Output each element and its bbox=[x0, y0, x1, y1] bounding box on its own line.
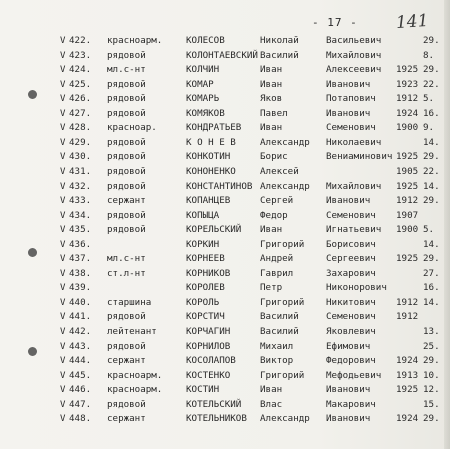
entry-patronymic: Иванович bbox=[326, 195, 371, 207]
entry-date: 22. bbox=[423, 78, 440, 90]
entry-first-name: Петр bbox=[260, 282, 283, 294]
entry-date: 16. bbox=[423, 282, 440, 294]
entry-surname: КОНСТАНТИНОВ bbox=[186, 180, 253, 192]
entry-rank: рядовой bbox=[107, 209, 146, 221]
entry-first-name: Павел bbox=[260, 107, 288, 119]
entry-surname: КОРСТИЧ bbox=[186, 311, 225, 323]
entry-first-name: Иван bbox=[260, 78, 283, 90]
entry-check-mark: V bbox=[60, 94, 66, 105]
entry-surname: КОНКОТИН bbox=[186, 151, 231, 163]
roster-row bbox=[0, 136, 450, 150]
entry-birth-year: 1907 bbox=[396, 209, 419, 221]
entry-first-name: Николай bbox=[260, 35, 299, 46]
entry-birth-year: 1925 bbox=[396, 384, 419, 396]
entry-date: 27. bbox=[423, 267, 440, 279]
entry-check-mark: V bbox=[60, 414, 66, 425]
entry-rank: рядовой bbox=[107, 165, 146, 177]
entry-surname: КОРКИН bbox=[186, 238, 220, 250]
entry-check-mark: V bbox=[60, 370, 66, 381]
roster-row bbox=[0, 252, 450, 266]
entry-surname: КОНОНЕНКО bbox=[186, 165, 236, 177]
entry-number: 447. bbox=[69, 398, 92, 410]
entry-rank: рядовой bbox=[107, 311, 146, 323]
entry-date: 9. bbox=[423, 122, 435, 134]
entry-date: 13. bbox=[423, 326, 440, 337]
entry-check-mark: V bbox=[60, 312, 66, 323]
entry-rank: рядовой bbox=[107, 78, 146, 90]
roster-row bbox=[0, 354, 450, 368]
entry-number: 444. bbox=[69, 355, 92, 367]
roster-row bbox=[0, 34, 450, 48]
entry-number: 430. bbox=[69, 151, 92, 163]
entry-birth-year: 1925 bbox=[396, 64, 419, 76]
entry-first-name: Иван bbox=[260, 224, 283, 236]
entry-date: 14. bbox=[423, 296, 440, 308]
entry-date: 5. bbox=[423, 224, 435, 236]
roster-row bbox=[0, 325, 450, 339]
entry-first-name: Яков bbox=[260, 93, 283, 105]
entry-date: 29. bbox=[423, 355, 440, 367]
entry-birth-year: 1905 bbox=[396, 165, 419, 177]
entry-first-name: Василий bbox=[260, 326, 299, 337]
entry-number: 427. bbox=[69, 107, 92, 119]
entry-rank: старшина bbox=[107, 296, 152, 308]
entry-check-mark: V bbox=[60, 181, 66, 192]
entry-surname: КОМАРЬ bbox=[186, 93, 220, 105]
entry-rank: рядовой bbox=[107, 224, 146, 236]
entry-first-name: Иван bbox=[260, 384, 283, 396]
entry-check-mark: V bbox=[60, 341, 66, 352]
entry-number: 438. bbox=[69, 267, 92, 279]
entry-first-name: Гаврил bbox=[260, 267, 294, 279]
entry-surname: КОПАНЦЕВ bbox=[186, 195, 231, 207]
entry-birth-year: 1912 bbox=[396, 296, 419, 308]
entry-number: 441. bbox=[69, 311, 92, 323]
entry-number: 423. bbox=[69, 49, 92, 61]
entry-rank: сержант bbox=[107, 413, 146, 425]
entry-patronymic: Игнатьевич bbox=[326, 224, 382, 236]
entry-number: 445. bbox=[69, 369, 92, 381]
entry-number: 434. bbox=[69, 209, 92, 221]
entry-date: 29. bbox=[423, 253, 440, 265]
entry-date: 29. bbox=[423, 195, 440, 207]
entry-birth-year: 1923 bbox=[396, 78, 419, 90]
entry-surname: КОСТИН bbox=[186, 384, 220, 396]
entry-date: 29. bbox=[423, 64, 440, 76]
entry-birth-year: 1925 bbox=[396, 151, 419, 163]
entry-surname: КОЛЧИН bbox=[186, 64, 220, 76]
roster-row bbox=[0, 49, 450, 63]
entry-birth-year: 1925 bbox=[396, 180, 419, 192]
entry-check-mark: V bbox=[60, 225, 66, 236]
entry-check-mark: V bbox=[60, 254, 66, 265]
entry-check-mark: V bbox=[60, 36, 66, 46]
entry-rank: красноарм. bbox=[107, 369, 163, 381]
roster-row bbox=[0, 63, 450, 77]
entry-first-name: Борис bbox=[260, 151, 288, 163]
entry-first-name: Василий bbox=[260, 49, 299, 61]
entry-birth-year: 1924 bbox=[396, 413, 419, 425]
entry-date: 8. bbox=[423, 49, 435, 61]
roster-row bbox=[0, 398, 450, 412]
entry-rank: мл.с-нт bbox=[107, 253, 146, 265]
entry-patronymic: Михайлович bbox=[326, 180, 382, 192]
entry-number: 426. bbox=[69, 93, 92, 105]
entry-birth-year: 1925 bbox=[396, 253, 419, 265]
entry-surname: КОРОЛЬ bbox=[186, 296, 220, 308]
entry-number: 429. bbox=[69, 136, 92, 148]
handwritten-page-number: 141 bbox=[395, 10, 430, 34]
entry-patronymic: Вениаминович bbox=[326, 151, 393, 163]
entry-surname: КОМЯКОВ bbox=[186, 107, 225, 119]
entry-check-mark: V bbox=[60, 65, 66, 76]
entry-surname: КОТЕЛЬНИКОВ bbox=[186, 413, 247, 425]
entry-check-mark: V bbox=[60, 210, 66, 221]
entry-number: 424. bbox=[69, 64, 92, 76]
entry-date: 5. bbox=[423, 93, 435, 105]
entry-patronymic: Николаевич bbox=[326, 136, 382, 148]
roster-row bbox=[0, 267, 450, 281]
entry-check-mark: V bbox=[60, 79, 66, 90]
entry-patronymic: Семенович bbox=[326, 209, 376, 221]
entry-check-mark: V bbox=[60, 123, 66, 134]
entry-patronymic: Семенович bbox=[326, 122, 376, 134]
entry-birth-year: 1912 bbox=[396, 311, 419, 323]
entry-rank: рядовой bbox=[107, 398, 146, 410]
entry-rank: рядовой bbox=[107, 107, 146, 119]
entry-patronymic: Сергеевич bbox=[326, 253, 376, 265]
entry-patronymic: Ефимович bbox=[326, 340, 371, 352]
entry-surname: КОЛЕСОВ bbox=[186, 35, 225, 46]
roster-row bbox=[0, 150, 450, 164]
entry-number: 448. bbox=[69, 413, 92, 425]
entry-number: 443. bbox=[69, 340, 92, 352]
entry-date: 10. bbox=[423, 369, 440, 381]
entry-rank: рядовой bbox=[107, 180, 146, 192]
entry-first-name: Иван bbox=[260, 122, 283, 134]
entry-patronymic: Никонорович bbox=[326, 282, 387, 294]
entry-rank: рядовой bbox=[107, 49, 146, 61]
roster-row bbox=[0, 107, 450, 121]
entry-check-mark: V bbox=[60, 327, 66, 337]
entry-surname: КОПЫЦА bbox=[186, 209, 220, 221]
entry-rank: рядовой bbox=[107, 136, 146, 148]
entry-date: 14. bbox=[423, 180, 440, 192]
entry-date: 22. bbox=[423, 165, 440, 177]
entry-rank: красноарм. bbox=[107, 35, 163, 46]
roster-row bbox=[0, 412, 450, 426]
entry-number: 425. bbox=[69, 78, 92, 90]
entry-patronymic: Макарович bbox=[326, 398, 376, 410]
entry-check-mark: V bbox=[60, 283, 66, 294]
entry-check-mark: V bbox=[60, 108, 66, 119]
entry-number: 428. bbox=[69, 122, 92, 134]
entry-patronymic: Захарович bbox=[326, 267, 376, 279]
roster-row bbox=[0, 92, 450, 106]
entry-number: 439. bbox=[69, 282, 92, 294]
entry-date: 12. bbox=[423, 384, 440, 396]
entry-birth-year: 1900 bbox=[396, 224, 419, 236]
entry-surname: КОРНИКОВ bbox=[186, 267, 231, 279]
entry-birth-year: 1912 bbox=[396, 93, 419, 105]
entry-patronymic: Семенович bbox=[326, 311, 376, 323]
entry-surname: КОТЕЛЬСКИЙ bbox=[186, 398, 242, 410]
entry-check-mark: V bbox=[60, 137, 66, 148]
entry-patronymic: Михайлович bbox=[326, 49, 382, 61]
entry-patronymic: Потапович bbox=[326, 93, 376, 105]
roster-row bbox=[0, 194, 450, 208]
entry-rank: мл.с-нт bbox=[107, 64, 146, 76]
entry-rank: сержант bbox=[107, 195, 146, 207]
entry-first-name: Виктор bbox=[260, 355, 294, 367]
entry-date: 29. bbox=[423, 35, 440, 46]
entry-first-name: Иван bbox=[260, 64, 283, 76]
entry-date: 14. bbox=[423, 238, 440, 250]
entry-patronymic: Федорович bbox=[326, 355, 376, 367]
entry-rank: ст.л-нт bbox=[107, 267, 146, 279]
entry-check-mark: V bbox=[60, 385, 66, 396]
entry-surname: КОРЕЛЬСКИЙ bbox=[186, 224, 242, 236]
entry-first-name: Григорий bbox=[260, 296, 305, 308]
entry-surname: КОРОЛЕВ bbox=[186, 282, 225, 294]
entry-date: 29. bbox=[423, 413, 440, 425]
entry-check-mark: V bbox=[60, 239, 66, 250]
entry-rank: красноарм. bbox=[107, 384, 163, 396]
roster-row bbox=[0, 369, 450, 383]
entry-surname: КОСОЛАПОВ bbox=[186, 355, 236, 367]
entry-first-name: Алексей bbox=[260, 165, 299, 177]
entry-surname: КОМАР bbox=[186, 78, 214, 90]
entry-first-name: Федор bbox=[260, 209, 288, 221]
entry-first-name: Григорий bbox=[260, 238, 305, 250]
entry-number: 431. bbox=[69, 165, 92, 177]
entry-date: 15. bbox=[423, 398, 440, 410]
roster-row bbox=[0, 165, 450, 179]
roster-row bbox=[0, 238, 450, 252]
entry-first-name: Андрей bbox=[260, 253, 294, 265]
entry-number: 432. bbox=[69, 180, 92, 192]
entry-first-name: Александр bbox=[260, 180, 310, 192]
entry-surname: К О Н Е В bbox=[186, 136, 236, 148]
entry-date: 25. bbox=[423, 340, 440, 352]
entry-patronymic: Мефодьевич bbox=[326, 369, 382, 381]
entry-number: 435. bbox=[69, 224, 92, 236]
entry-birth-year: 1924 bbox=[396, 107, 419, 119]
entry-birth-year: 1924 bbox=[396, 355, 419, 367]
entry-rank: лейтенант bbox=[107, 326, 157, 337]
entry-first-name: Михаил bbox=[260, 340, 294, 352]
entry-check-mark: V bbox=[60, 166, 66, 177]
roster-row bbox=[0, 209, 450, 223]
entry-number: 436. bbox=[69, 238, 92, 250]
roster-row bbox=[0, 340, 450, 354]
roster-row bbox=[0, 78, 450, 92]
entry-number: 446. bbox=[69, 384, 92, 396]
entry-surname: КОЛОНТАЕВСКИЙ bbox=[186, 49, 258, 61]
entry-rank: красноар. bbox=[107, 122, 157, 134]
entry-birth-year: 1900 bbox=[396, 122, 419, 134]
roster-row bbox=[0, 281, 450, 295]
entry-rank: рядовой bbox=[107, 151, 146, 163]
roster-row bbox=[0, 180, 450, 194]
entry-surname: КОРНИЛОВ bbox=[186, 340, 231, 352]
roster-row bbox=[0, 296, 450, 310]
entry-check-mark: V bbox=[60, 196, 66, 207]
entry-patronymic: Яковлевич bbox=[326, 326, 376, 337]
entry-surname: КОНДРАТЬЕВ bbox=[186, 122, 242, 134]
entry-surname: КОРЧАГИН bbox=[186, 326, 231, 337]
entry-patronymic: Алексеевич bbox=[326, 64, 382, 76]
entry-birth-year: 1913 bbox=[396, 369, 419, 381]
entry-patronymic: Иванович bbox=[326, 107, 371, 119]
entry-date: 14. bbox=[423, 136, 440, 148]
entry-first-name: Влас bbox=[260, 398, 283, 410]
roster-row bbox=[0, 310, 450, 324]
entry-patronymic: Иванович bbox=[326, 384, 371, 396]
entry-check-mark: V bbox=[60, 50, 66, 61]
entry-patronymic: Никитович bbox=[326, 296, 376, 308]
entry-check-mark: V bbox=[60, 297, 66, 308]
entry-number: 433. bbox=[69, 195, 92, 207]
entry-patronymic: Васильевич bbox=[326, 35, 382, 46]
entry-first-name: Григорий bbox=[260, 369, 305, 381]
entry-check-mark: V bbox=[60, 399, 66, 410]
entry-first-name: Александр bbox=[260, 136, 310, 148]
entry-check-mark: V bbox=[60, 152, 66, 163]
entry-date: 16. bbox=[423, 107, 440, 119]
entry-number: 422. bbox=[69, 35, 92, 46]
entry-surname: КОСТЕНКО bbox=[186, 369, 231, 381]
entry-check-mark: V bbox=[60, 268, 66, 279]
entry-patronymic: Иванович bbox=[326, 78, 371, 90]
roster-row bbox=[0, 383, 450, 397]
entry-rank: рядовой bbox=[107, 93, 146, 105]
entry-birth-year: 1912 bbox=[396, 195, 419, 207]
roster-row bbox=[0, 121, 450, 135]
entry-number: 437. bbox=[69, 253, 92, 265]
entry-patronymic: Борисович bbox=[326, 238, 376, 250]
entry-surname: КОРНЕЕВ bbox=[186, 253, 225, 265]
entry-first-name: Сергей bbox=[260, 195, 294, 207]
entry-number: 440. bbox=[69, 296, 92, 308]
entry-check-mark: V bbox=[60, 356, 66, 367]
roster-row bbox=[0, 223, 450, 237]
entry-rank: сержант bbox=[107, 355, 146, 367]
entry-number: 442. bbox=[69, 326, 92, 337]
entry-patronymic: Иванович bbox=[326, 413, 371, 425]
entry-date: 29. bbox=[423, 151, 440, 163]
page-number: - 17 - bbox=[312, 16, 358, 29]
entry-first-name: Василий bbox=[260, 311, 299, 323]
entry-first-name: Александр bbox=[260, 413, 310, 425]
entry-rank: рядовой bbox=[107, 340, 146, 352]
